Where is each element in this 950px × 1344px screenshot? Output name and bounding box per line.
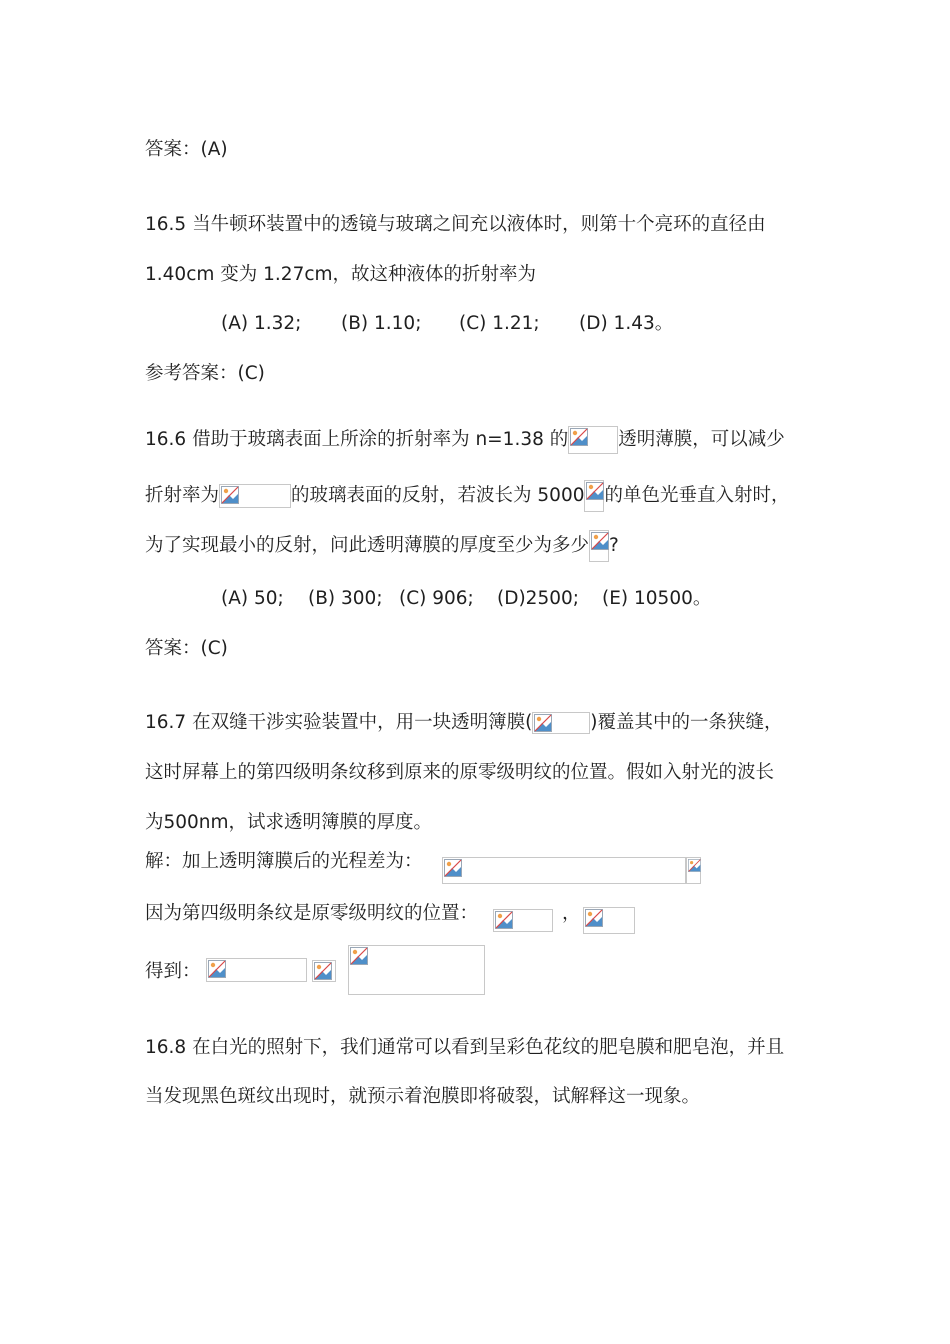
formula-image-placeholder [584, 480, 604, 512]
q167-line1 [145, 710, 783, 736]
q166-option-a: (A) 50; [221, 588, 284, 609]
formula-image-placeholder [583, 907, 635, 934]
q167-solution-line3: 得到： [145, 961, 201, 982]
broken-image-icon [208, 960, 226, 978]
q165-option-a: (A) 1.32; [221, 313, 302, 334]
q167-line2: 这时屏幕上的第四级明条纹移到原来的原零级明纹的位置。假如入射光的波长 [145, 762, 775, 783]
q165-option-d: (D) 1.43。 [579, 313, 674, 334]
q166-answer: 答案：(C) [145, 638, 228, 659]
broken-image-icon [444, 859, 462, 877]
q166-line3 [145, 530, 619, 562]
q166-line2-text-b: 的玻璃表面的反射，若波长为 5000 [291, 485, 585, 506]
q165-line2: 1.40cm 变为 1.27cm，故这种液体的折射率为 [145, 264, 537, 285]
formula-image-placeholder [589, 530, 609, 562]
q166-options [221, 586, 711, 612]
q165-line1: 16.5 当牛顿环装置中的透镜与玻璃之间充以液体时，则第十个亮环的直径由 [145, 214, 766, 235]
formula-image-placeholder [686, 857, 701, 884]
broken-image-icon [221, 486, 239, 504]
q166-line2-text-a: 折射率为 [145, 485, 220, 506]
q167-solution-line2: 因为第四级明条纹是原零级明纹的位置： [145, 903, 479, 924]
q167-line1-text-b: )覆盖其中的一条狭缝， [590, 712, 783, 733]
formula-image-placeholder [568, 426, 618, 454]
q167-solution-separator: ， [562, 903, 581, 924]
broken-image-icon [350, 947, 368, 965]
q166-line2-text-c: 的单色光垂直入射时， [604, 485, 790, 506]
q168-line2: 当发现黑色斑纹出现时，就预示着泡膜即将破裂，试解释这一现象。 [145, 1086, 701, 1107]
broken-image-icon [314, 962, 332, 980]
q166-line3-text-a: 为了实现最小的反射，问此透明薄膜的厚度至少为多少 [145, 535, 590, 556]
broken-image-icon [585, 909, 603, 927]
q167-solution-line1: 解：加上透明簿膜后的光程差为： [145, 851, 423, 872]
q166-line1-text-b: 透明薄膜，可以减少 [618, 429, 785, 450]
q166-option-c: (C) 906; [399, 588, 474, 609]
q167-line3: 为500nm，试求透明簿膜的厚度。 [145, 812, 433, 833]
formula-image-placeholder [442, 857, 686, 884]
broken-image-icon [591, 532, 609, 550]
formula-image-placeholder [348, 945, 485, 995]
q166-option-b: (B) 300; [308, 588, 383, 609]
broken-image-icon [495, 911, 513, 929]
q165-options [221, 311, 673, 337]
q165-option-b: (B) 1.10; [341, 313, 422, 334]
previous-answer: 答案：(A) [145, 139, 228, 160]
broken-image-icon [586, 482, 604, 500]
formula-image-placeholder [312, 960, 336, 982]
q167-line1-text-a: 16.7 在双缝干涉实验装置中，用一块透明簿膜( [145, 712, 533, 733]
broken-image-icon [688, 859, 701, 872]
formula-image-placeholder [532, 712, 590, 734]
q166-line2 [145, 480, 790, 512]
q166-line1-text-a: 16.6 借助于玻璃表面上所涂的折射率为 n=1.38 的 [145, 429, 569, 450]
formula-image-placeholder [493, 909, 553, 932]
broken-image-icon [534, 714, 552, 732]
formula-image-placeholder [206, 958, 307, 982]
broken-image-icon [570, 428, 588, 446]
q168-line1: 16.8 在白光的照射下，我们通常可以看到呈彩色花纹的肥皂膜和肥皂泡，并且 [145, 1037, 785, 1058]
q166-line1 [145, 426, 785, 454]
q166-line3-text-b: ? [609, 535, 619, 556]
q166-option-e: (E) 10500。 [602, 588, 712, 609]
q165-option-c: (C) 1.21; [459, 313, 540, 334]
formula-image-placeholder [219, 484, 291, 508]
q165-answer: 参考答案：(C) [145, 363, 265, 384]
q166-option-d: (D)2500; [497, 588, 579, 609]
